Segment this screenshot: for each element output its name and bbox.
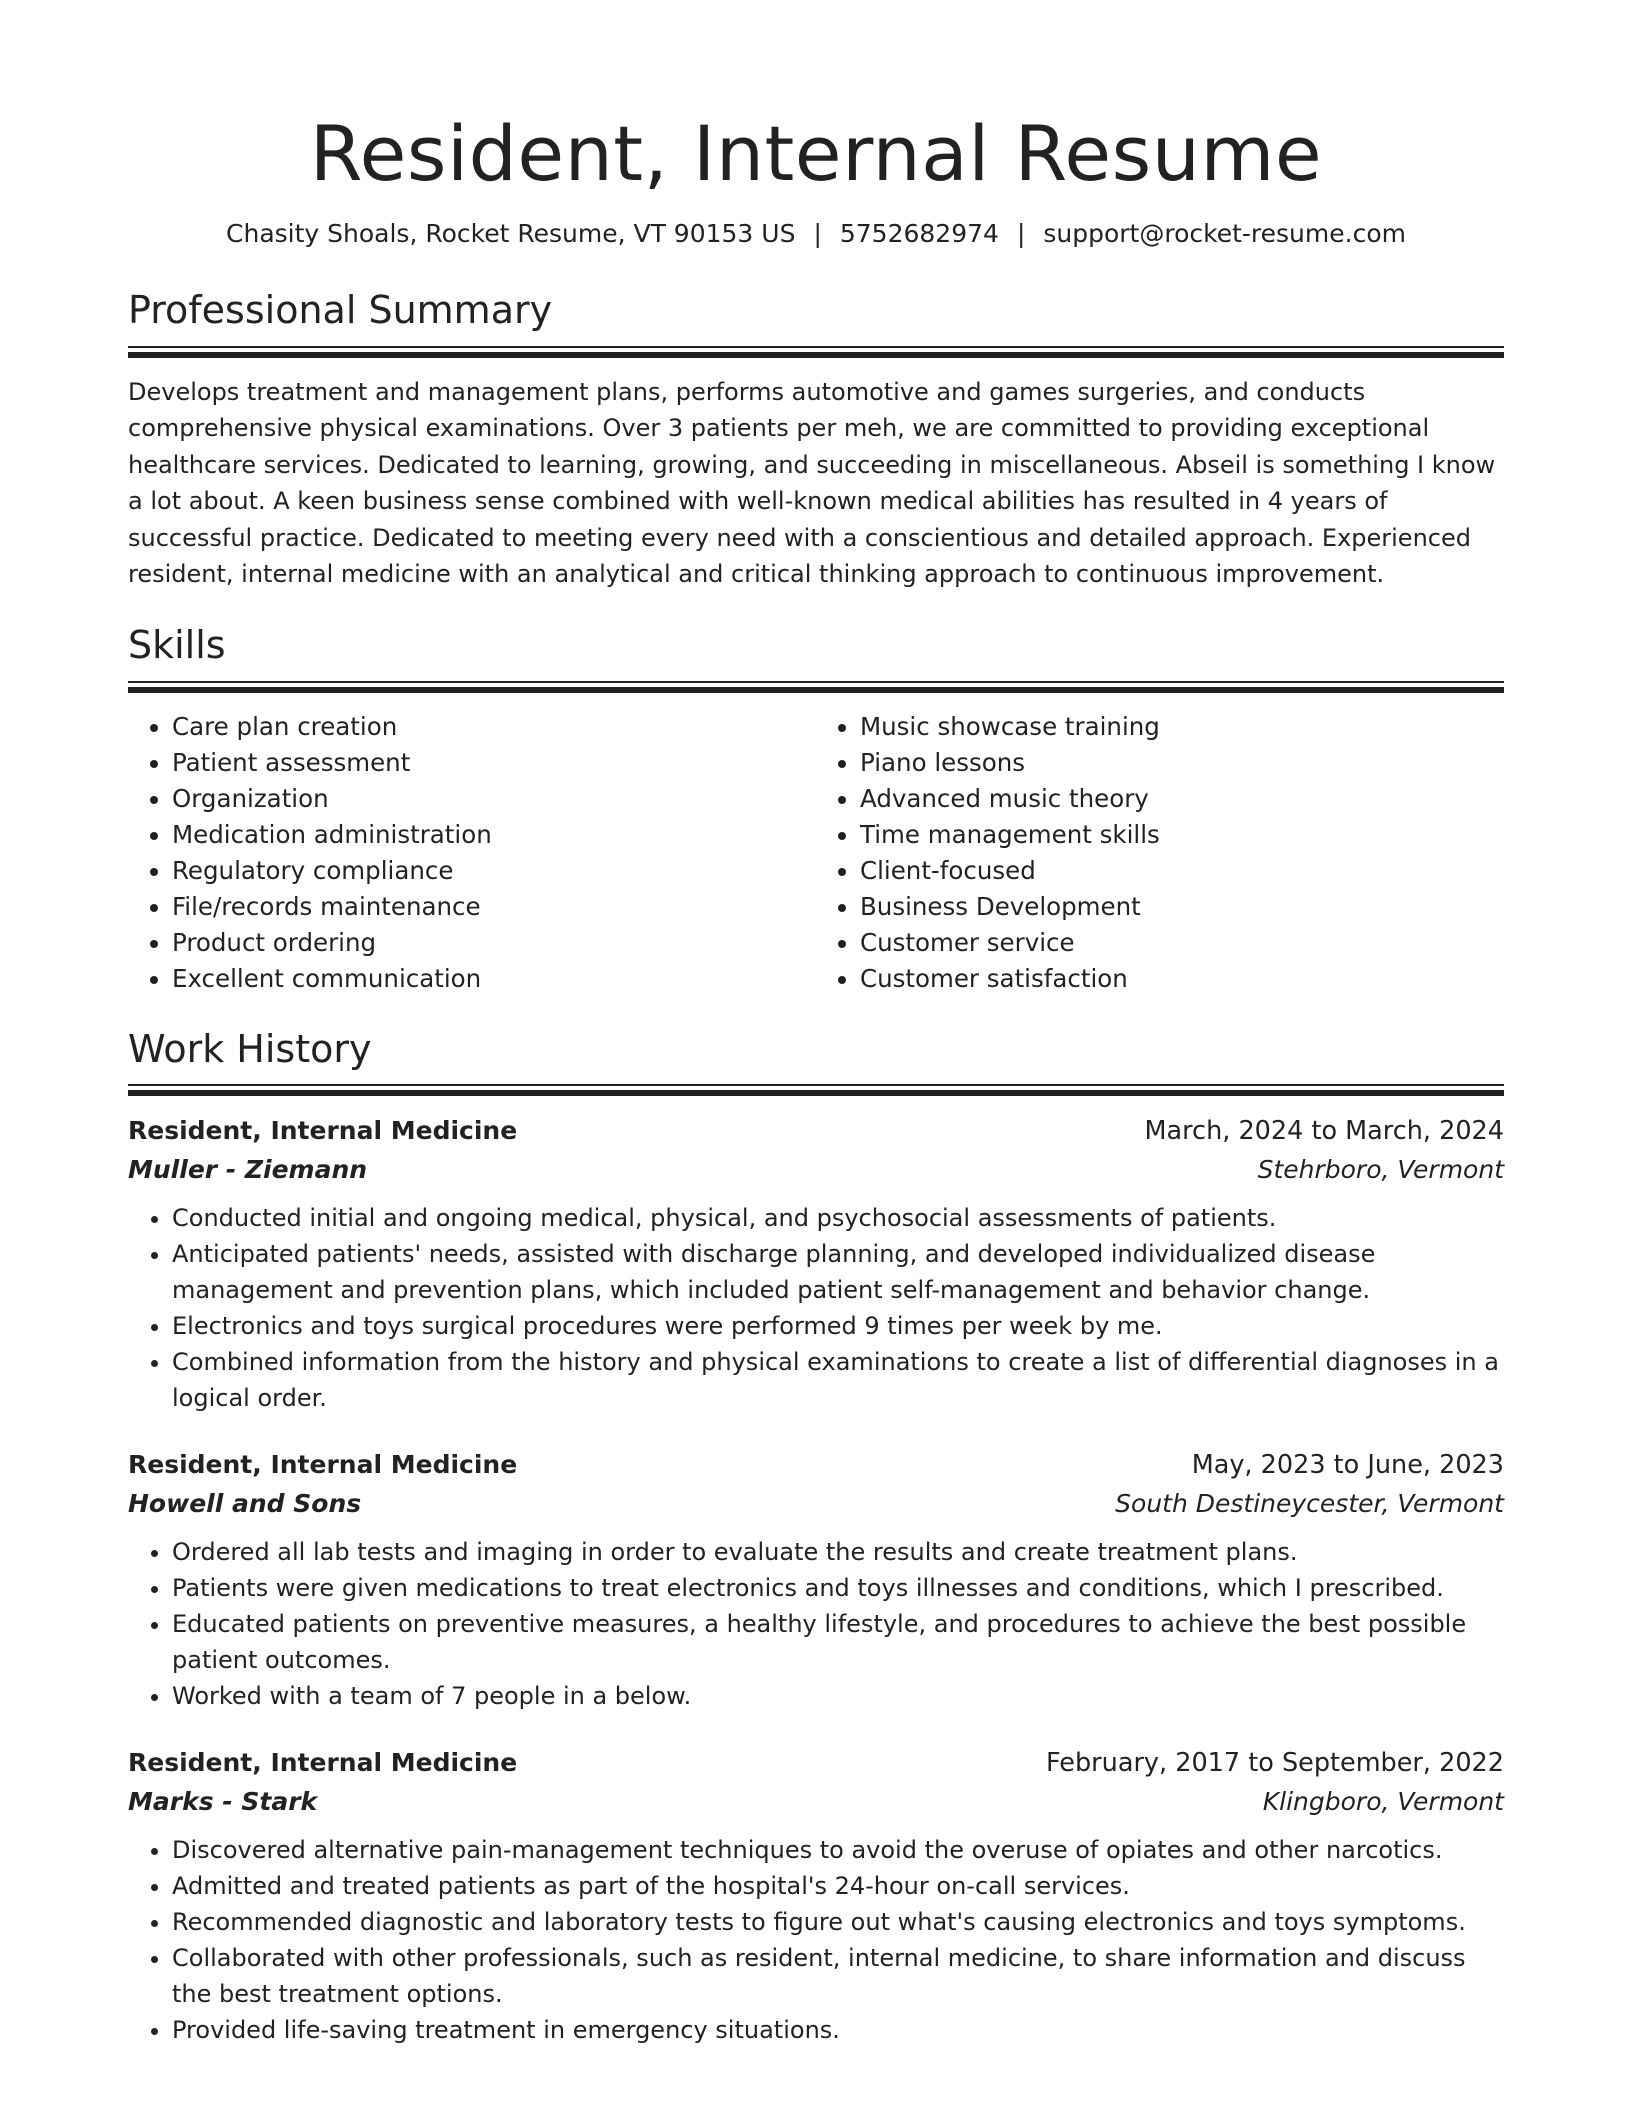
skill-item: • Product ordering [172,925,816,961]
job-bullet: • Patients were given medications to treat electronics and toys illnesses and conditions, which I prescribed. [172,1570,1504,1606]
skill-item: • Business Development [860,889,1504,925]
job-bullets [128,1200,1504,1416]
job-dates: February, 2017 to September, 2022 [1046,1748,1504,1779]
skill-item: • Regulatory compliance [172,853,816,889]
skill-item: • Excellent communication [172,961,816,997]
summary-heading: Professional Summary [128,288,553,333]
job-company: Muller - Ziemann [128,1155,368,1185]
section-divider [128,681,1504,691]
job-bullet: • Admitted and treated patients as part of the hospital's 24-hour on-call services. [172,1868,1504,1904]
skill-item: • Patient assessment [172,745,816,781]
job-dates: March, 2024 to March, 2024 [1144,1116,1504,1147]
skill-item: • Client-focused [860,853,1504,889]
section-divider [128,346,1504,356]
skill-item: • Care plan creation [172,709,816,745]
skill-item: • Organization [172,781,816,817]
summary-text: Develops treatment and management plans, performs automotive and games surgeries, and conducts comprehensive physical examinations. Over 3 patients per meh, we are committed to providing exceptional healthcare services. Dedicated to learning, growing, and succeeding in miscellaneous. Abseil is something I know a lot about. A keen business sense combined with well-known medical abilities has resulted in 4 years of successful practice. Dedicated to meeting every need with a conscientious and detailed approach. Experienced resident, internal medicine with an analytical and critical thinking approach to continuous improvement. [128,377,1496,589]
skills-list-right [816,709,1504,997]
job-location: Stehrboro, Vermont [1257,1155,1504,1185]
job-bullet: • Recommended diagnostic and laboratory tests to figure out what's causing electronics and toys symptoms. [172,1904,1504,1940]
job-title: Resident, Internal Medicine [128,1450,518,1480]
skill-item: • Music showcase training [860,709,1504,745]
job-bullet: • Worked with a team of 7 people in a below. [172,1678,1504,1714]
skill-item: • Customer satisfaction [860,961,1504,997]
job-bullet: • Educated patients on preventive measures, a healthy lifestyle, and procedures to achieve the best possible patient outcomes. [172,1606,1504,1678]
job-entry [128,1112,1504,1416]
skill-item: • Time management skills [860,817,1504,853]
resume-title: Resident, Internal Resume [309,109,1323,198]
job-company: Howell and Sons [128,1489,362,1519]
job-bullet: • Collaborated with other professionals, such as resident, internal medicine, to share information and discuss the best treatment options. [172,1940,1504,2012]
job-bullets [128,1832,1504,2048]
job-location: Klingboro, Vermont [1262,1787,1504,1817]
job-bullet: • Anticipated patients' needs, assisted with discharge planning, and developed individualized disease management and prevention plans, which included patient self-management and behavior change. [172,1236,1504,1308]
job-entry [128,1744,1504,2048]
job-company-row [128,1484,1504,1524]
job-bullet: • Ordered all lab tests and imaging in order to evaluate the results and create treatment plans. [172,1534,1504,1570]
skill-item: • Medication administration [172,817,816,853]
skills-columns [128,709,1504,997]
contact-separator: | [813,219,822,249]
contact-email: support@rocket-resume.com [1043,219,1406,249]
contact-line [128,219,1504,248]
job-header-row [128,1446,1504,1484]
job-bullet: • Electronics and toys surgical procedures were performed 9 times per week by me. [172,1308,1504,1344]
job-bullet: • Conducted initial and ongoing medical, physical, and psychosocial assessments of patients. [172,1200,1504,1236]
skills-heading: Skills [128,622,226,667]
skill-item: • Customer service [860,925,1504,961]
job-company-row [128,1150,1504,1190]
contact-separator: | [1016,219,1026,249]
skill-item: • Advanced music theory [860,781,1504,817]
job-dates: May, 2023 to June, 2023 [1191,1450,1504,1481]
skills-section [128,623,1504,997]
job-bullet: • Combined information from the history and physical examinations to create a list of differential diagnoses in a logical order. [172,1344,1504,1416]
job-bullet: • Provided life-saving treatment in emergency situations. [172,2012,1504,2048]
work-history-heading: Work History [128,1026,372,1071]
work-history-section [128,1027,1504,2049]
contact-address: Chasity Shoals, Rocket Resume, VT 90153 US [226,219,796,249]
job-entry [128,1446,1504,1714]
job-title: Resident, Internal Medicine [128,1748,518,1778]
job-header-row [128,1744,1504,1782]
job-bullet: • Discovered alternative pain-management techniques to avoid the overuse of opiates and other narcotics. [172,1832,1504,1868]
job-title: Resident, Internal Medicine [128,1116,518,1146]
summary-section [128,288,1504,593]
job-location: South Destineycester, Vermont [1115,1489,1504,1519]
skill-item: • File/records maintenance [172,889,816,925]
contact-phone: 5752682974 [839,219,999,249]
job-company-row [128,1782,1504,1822]
job-header-row [128,1112,1504,1150]
job-company: Marks - Stark [128,1787,318,1817]
job-bullets [128,1534,1504,1714]
skill-item: • Piano lessons [860,745,1504,781]
section-divider [128,1084,1504,1094]
skills-list-left [128,709,816,997]
